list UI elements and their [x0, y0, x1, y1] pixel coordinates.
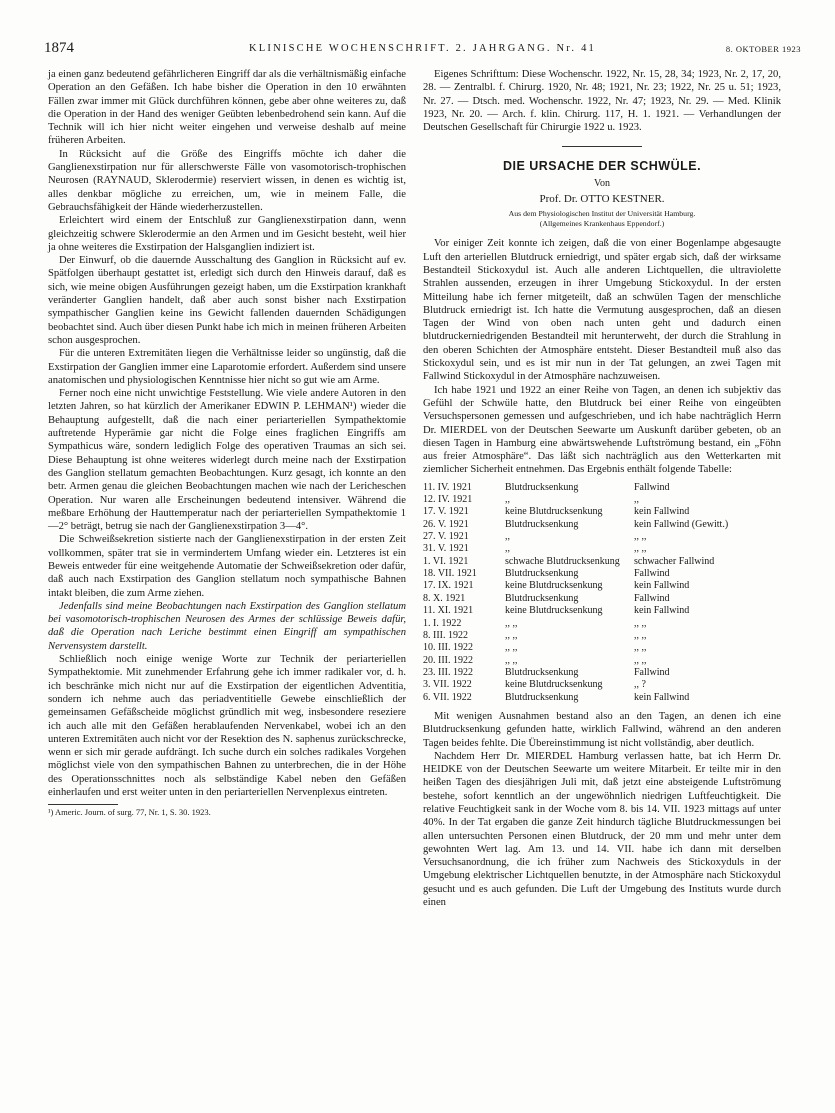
article-separator: [562, 146, 642, 147]
paragraph: Vor einiger Zeit konnte ich zeigen, daß die von einer Bogenlampe abgesaugte Luft den arteriellen Blutdruck erniedrigt, und später ergab sich, daß der wirksame Bestandteil Stickoxydul ist. Auch alle anderen Lichtquellen, die ultraviolette Strahlen aussenden, erzeugen in ihrer Umgebung Stickoxydul. In der ersten Mitteilung habe ich ferner mitgeteilt, daß an schwülen Tagen der menschliche Blutdruck erniedrigt ist. Ich hatte die Vermutung ausgesprochen, daß an diesen Tagen der Wind von oben nach unten geht und dadurch einen blutdruckerniedrigenden Bestandteil mit herunterweht, der durch die Strahlung in den oberen Schichten der Atmosphäre entsteht. Dieser Bestandteil muß also das Stickoxydul sein, und es ist mir nun in der Tat gelungen, an zwei Tagen mit Fallwind Stickoxydul in der Atmosphäre nachzuweisen.: [423, 238, 781, 383]
table-row: [423, 519, 728, 531]
table-wind-cell: Fallwind: [634, 481, 670, 493]
running-title: KLINISCHE WOCHENSCHRIFT. 2. JAHRGANG. Nr. 41: [249, 43, 596, 54]
table-blood-pressure-cell: Blutdrucksenkung: [505, 518, 579, 530]
article-title: DIE URSACHE DER SCHWÜLE.: [502, 159, 702, 174]
table-blood-pressure-cell: keine Blutdrucksenkung: [505, 679, 603, 691]
left-column: [48, 68, 406, 818]
table-date-cell: 20. III. 1922: [423, 654, 473, 666]
table-row: [423, 655, 728, 667]
table-row: [423, 593, 728, 605]
table-wind-cell: ,, ,,: [634, 642, 647, 654]
affiliation-line: Aus dem Physiologischen Institut der Universität Hamburg.: [508, 209, 696, 219]
observation-table: [423, 482, 728, 704]
table-row: [423, 531, 728, 543]
table-row: [423, 568, 728, 580]
table-wind-cell: kein Fallwind: [634, 691, 690, 703]
table-wind-cell: ,, ,,: [634, 654, 647, 666]
table-row: [423, 506, 728, 518]
table-wind-cell: Fallwind: [634, 592, 670, 604]
table-date-cell: 31. V. 1921: [423, 543, 469, 555]
paragraph: Schließlich noch einige wenige Worte zur Technik der periarteriellen Sympathektomie. Mit zunehmender Erfahrung gehe ich immer radikaler vor, d. h. ich beschränke mich nicht nur auf die Exstirpation der eigentlichen Adventitia, sondern ich nehme auch das periadventitielle Gewebe einschließlich der gemeinsamen Gefäßscheide möglichst gründlich mit weg, insbesondere reseziere ich auch alle mit den Gefäßen herablaufenden Nervenkabel, wobei ich an den unteren Extremitäten auch nicht vor der Resektion des N. saphenus zurückschrecke, wenn er sich mir gerade aufdrängt. Ich suche durch ein solches radikales Vorgehen möglichst viele von den sympathischen Bahnen zu unterbrechen, die in der Höhe des Operationsschnittes noch als selbständige Kabel neben den Gefäßen einherlaufen und erst weiter unten in den periarteriellen Nervenplexus eintreten.: [48, 654, 406, 799]
paragraph: Nachdem Herr Dr. MIERDEL Hamburg verlassen hatte, bat ich Herrn Dr. HEIDKE von der Deutschen Seewarte um weitere Mitarbeit. Er teilte mir in den heißen Tagen des diesjährigen Juli mit, daß jetzt eine absteigende Luftströmung bestehe, sofort kenntlich an der ungewöhnlich niedrigen Luftfeuchtigkeit. Die relative Feuchtigkeit sank in der Woche vom 8. bis 14. VII. 1923 mittags auf unter 40%. In der Tat ergaben die ganze Zeit hindurch tägliche Blutdruckmessungen bei allen untersuchten Personen einen Blutdruck, der 20 mm und mehr unter dem gewohnten Wert lag. Am 13. und 14. VII. habe ich dann mit derselben Versuchsanordnung, die ich früher zum Nachweis des Stickoxyduls in der Umgebung elektrischer Lichtquellen benutzte, in der Atmosphäre nach Stickoxydul gesucht und es auch gefunden. Die Luft der Umgebung des Instituts wurde durch einen: [423, 750, 781, 909]
author: Prof. Dr. OTTO KESTNER.: [539, 193, 665, 206]
table-blood-pressure-cell: keine Blutdrucksenkung: [505, 580, 603, 592]
table-row: [423, 605, 728, 617]
table-date-cell: 1. VI. 1921: [423, 555, 469, 567]
table-wind-cell: ,, ,,: [634, 617, 647, 629]
table-row: [423, 679, 728, 691]
page-number: 1874: [44, 40, 74, 56]
table-wind-cell: kein Fallwind: [634, 506, 690, 518]
paragraph: Für die unteren Extremitäten liegen die Verhältnisse leider so ungünstig, daß die Exstirpation der Ganglien immer eine Laparotomie erfordert. Außerdem sind unsere anatomischen und physiologischen Kenntnisse hier nicht so gut wie am Arme.: [48, 348, 406, 386]
table-date-cell: 6. VII. 1922: [423, 691, 472, 703]
paragraph: Die Schweißsekretion sistierte nach der Ganglienexstirpation in der ersten Zeit vollkommen, später trat sie in vermindertem Umfang wieder ein. Letzteres ist ein Beweis entweder für eine weitgehende Automatie der Schweißsekretion oder dafür, daß auch nach Exstirpation des Ganglion stellatum noch sympathische Bahnen intakt bleiben, die zum Arme ziehen.: [48, 534, 406, 599]
table-wind-cell: Fallwind: [634, 568, 670, 580]
table-blood-pressure-cell: Blutdrucksenkung: [505, 481, 579, 493]
conclusion-paragraph: Jedenfalls sind meine Beobachtungen nach Exstirpation des Ganglion stellatum bei vasomotorisch-trophischen Neurosen des Armes der schlüssige Beweis dafür, daß die Operation nach Leriche bestimmt einen Eingriff am sympathischen Nervensystem darstellt.: [48, 600, 406, 652]
table-blood-pressure-cell: Blutdrucksenkung: [505, 592, 579, 604]
table-date-cell: 11. IV. 1921: [423, 481, 472, 493]
paragraph: Der Einwurf, ob die dauernde Ausschaltung des Ganglion in Rücksicht auf ev. Spätfolgen überhaupt gestattet ist, erledigt sich durch den Hinweis darauf, daß es sich, wie meine obigen Ausführungen gezeigt haben, um die Exstirpation krankhaft veränderter Ganglien handelt, daß aber auch sonst bisher nach Exstirpation sympathischer Ganglien keine ins Gewicht fallenden dauernden Schädigungen beobachtet sind. Auch über diesen Punkt habe ich mich in meinen früheren Arbeiten schon ausgesprochen.: [48, 255, 406, 346]
table-row: [423, 692, 728, 704]
table-wind-cell: kein Fallwind: [634, 605, 690, 617]
table-date-cell: 1. I. 1922: [423, 617, 462, 629]
table-date-cell: 12. IV. 1921: [423, 494, 473, 506]
table-blood-pressure-cell: Blutdrucksenkung: [505, 666, 579, 678]
table-row: [423, 618, 728, 630]
table-blood-pressure-cell: ,, ,,: [505, 629, 518, 641]
table-wind-cell: ,,: [634, 494, 639, 506]
affiliation-line: (Allgemeines Krankenhaus Eppendorf.): [539, 219, 665, 229]
issue-date: 8. OKTOBER 1923: [725, 44, 801, 54]
table-wind-cell: ,, ,,: [634, 531, 647, 543]
table-row: [423, 667, 728, 679]
table-wind-cell: schwacher Fallwind: [634, 555, 715, 567]
table-blood-pressure-cell: keine Blutdrucksenkung: [505, 506, 603, 518]
table-row: [423, 630, 728, 642]
table-blood-pressure-cell: Blutdrucksenkung: [505, 691, 579, 703]
table-wind-cell: kein Fallwind (Gewitt.): [634, 518, 729, 530]
table-wind-cell: Fallwind: [634, 666, 670, 678]
footnote-rule: [48, 804, 118, 805]
table-row: [423, 482, 728, 494]
table-date-cell: 11. XI. 1921: [423, 605, 474, 617]
table-blood-pressure-cell: ,, ,,: [505, 617, 518, 629]
table-date-cell: 26. V. 1921: [423, 518, 469, 530]
paragraph: Ferner noch eine nicht unwichtige Feststellung. Wie viele andere Autoren in den letzten Jahren, so hat kürzlich der Amerikaner EDWIN P. LEHMAN¹) wieder die Behauptung aufgestellt, daß die nach einer periarteriellen Sympathektomie auftretende Hyperämie gar nicht die Folge eines fraglichen Eingriffs am Sympathicus wäre, sondern lediglich Folge des operativen Traumas an sich sei. Diese Behauptung ist ohne weiteres widerlegt durch meine nach der Exstirpation des Ganglion stellatum gemachten Beobachtungen. Kurz gesagt, ich konnte an den betr. Armen genau die gleichen Beobachtungen machen wie nach der Lericheschen Operation. Nur waren alle Erscheinungen bedeutend intensiver. Während die meßbare Erhöhung der Hauttemperatur nach der periarteriellen Sympathektomie 1—2° beträgt, betrug sie nach der Ganglienexstirpation 3—4°.: [48, 388, 406, 533]
table-date-cell: 18. VII. 1921: [423, 568, 477, 580]
table-blood-pressure-cell: Blutdrucksenkung: [505, 568, 579, 580]
table-blood-pressure-cell: ,, ,,: [505, 642, 518, 654]
table-date-cell: 10. III. 1922: [423, 642, 473, 654]
table-wind-cell: ,, ?: [634, 679, 646, 691]
table-blood-pressure-cell: ,,: [505, 494, 510, 506]
table-date-cell: 23. III. 1922: [423, 666, 473, 678]
table-date-cell: 3. VII. 1922: [423, 679, 472, 691]
table-date-cell: 27. V. 1921: [423, 531, 469, 543]
paragraph: Erleichtert wird einem der Entschluß zur Ganglienexstirpation dann, wenn gleichzeitig schwere Sklerodermie an den Armen und im Gesicht besteht, weil hier ja ohne weiteres die Exstirpation der Halsganglien indiziert ist.: [48, 215, 406, 253]
paragraph: ja einen ganz bedeutend gefährlicheren Eingriff dar als die verhältnismäßig einfache Operation an den Gefäßen. Ich habe bisher die Operation in den 10 erwähnten Fällen zwar immer mit Glück durchführen können, gebe aber ohne weiteres zu, daß die Operation in der Hand des weniger Geübten lebenbedrohend sein kann. Auf die Technik will ich hier nicht weiter eingehen und verweise deshalb auf meine früheren Arbeiten.: [48, 69, 406, 147]
table-row: [423, 580, 728, 592]
table-blood-pressure-cell: ,, ,,: [505, 654, 518, 666]
table-blood-pressure-cell: keine Blutdrucksenkung: [505, 605, 603, 617]
table-date-cell: 17. IX. 1921: [423, 580, 474, 592]
table-row: [423, 543, 728, 555]
table-wind-cell: kein Fallwind: [634, 580, 690, 592]
table-row: [423, 556, 728, 568]
right-column: [423, 68, 781, 909]
table-blood-pressure-cell: schwache Blutdrucksenkung: [505, 555, 620, 567]
paragraph: Ich habe 1921 und 1922 an einer Reihe von Tagen, an denen ich subjektiv das Gefühl der Schwüle hatte, den Blutdruck bei einer Reihe von eingeübten Versuchspersonen gemessen und aufgeschrieben, und ich habe nachträglich Herrn Dr. MIERDEL von der Deutschen Seewarte um Auskunft darüber gebeten, ob an diesen Tagen in Hamburg eine abwärtswehende Luftströmung bestand, ein „Föhn aus freier Atmosphäre“. Das läßt sich nachträglich aus den Wetterkarten mit ziemlicher Sicherheit entnehmen. Das Ergebnis enthält folgende Tabelle:: [423, 384, 781, 476]
paragraph: In Rücksicht auf die Größe des Eingriffs möchte ich daher die Ganglienexstirpation nur für allerschwerste Fälle von vasomotorisch-trophischen Neurosen (RAYNAUD, Sklerodermie) reserviert wissen, in denen es wichtig ist, alles denkbar mögliche zu erreichen, um, wie in meinem Falle, die Gebrauchsfähigkeit der Hände wiederherzustellen.: [48, 148, 406, 213]
page-header: [44, 40, 801, 62]
table-row: [423, 494, 728, 506]
table-blood-pressure-cell: ,,: [505, 543, 510, 555]
paragraph: Mit wenigen Ausnahmen bestand also an den Tagen, an denen ich eine Blutdrucksenkung gefunden hatte, wirklich Fallwind, während an den anderen Tagen beides fehlte. Die Übereinstimmung ist nicht vollständig, aber deutlich.: [423, 710, 781, 749]
table-wind-cell: ,, ,,: [634, 629, 647, 641]
literature-list: Eigenes Schrifttum: Diese Wochenschr. 1922, Nr. 15, 28, 34; 1923, Nr. 2, 17, 20, 28. — Zentralbl. f. Chirurg. 1920, Nr. 48; 1921, Nr. 23; 1922, Nr. 25 u. 51; 1923, Nr. 27. — Dtsch. med. Wochenschr. 1922, Nr. 47; 1923, Nr. 29. — Med. Klinik 1923, Nr. 20. — Arch. f. klin. Chirurg. 117, H. 1. 1921. — Verhandlungen der Deutschen Gesellschaft für Chirurgie 1922 u. 1923.: [423, 69, 781, 134]
table-row: [423, 642, 728, 654]
affiliation: [423, 209, 781, 229]
table-date-cell: 8. X. 1921: [423, 592, 466, 604]
table-date-cell: 17. V. 1921: [423, 506, 469, 518]
table-wind-cell: ,, ,,: [634, 543, 647, 555]
table-blood-pressure-cell: ,,: [505, 531, 510, 543]
table-date-cell: 8. III. 1922: [423, 629, 468, 641]
byline-von: Von: [594, 177, 610, 189]
footnote: ¹) Americ. Journ. of surg. 77, Nr. 1, S. 30. 1923.: [48, 807, 211, 818]
